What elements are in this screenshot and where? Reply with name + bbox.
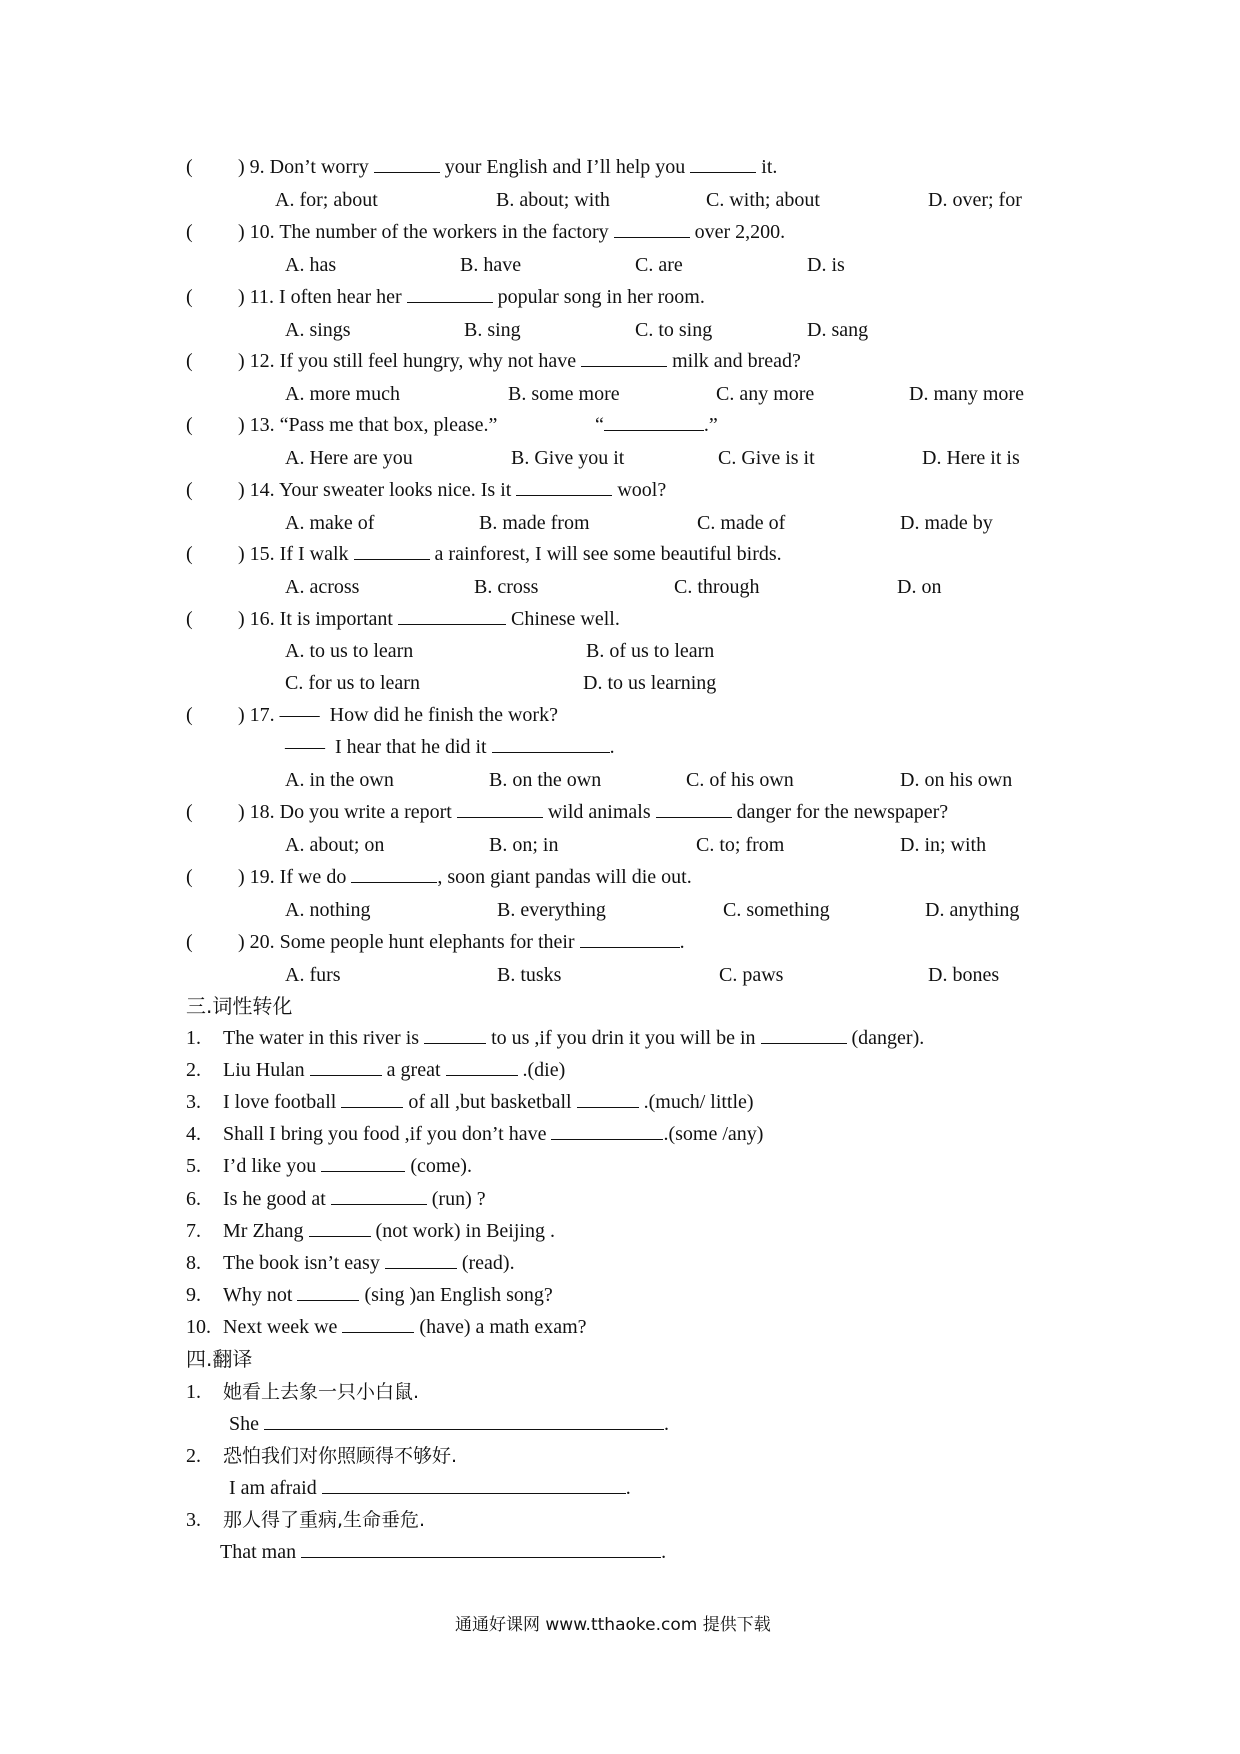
- option-b: B. have: [460, 254, 522, 276]
- option-c: C. any more: [716, 383, 815, 405]
- item-number: 6.: [186, 1188, 201, 1210]
- answer-paren-open: (: [186, 801, 193, 823]
- question-10: ) 10. The number of the workers in the factory over 2,200.: [238, 221, 786, 243]
- option-d: D. made by: [900, 512, 993, 534]
- page-footer: 通通好课网 www.tthaoke.com 提供下载: [455, 1615, 771, 1635]
- option-d: D. many more: [909, 383, 1024, 405]
- chinese-sentence: 那人得了重病,生命垂危.: [223, 1509, 426, 1531]
- item-number: 3.: [186, 1091, 201, 1113]
- section-title: 三.词性转化: [186, 994, 293, 1018]
- question-9: ) 9. Don’t worry your English and I’ll help you it.: [238, 156, 778, 178]
- item-number: 8.: [186, 1252, 201, 1274]
- question-14: ) 14. Your sweater looks nice. Is it wool?: [238, 479, 667, 501]
- option-b: B. everything: [497, 899, 606, 921]
- option-a: A. make of: [285, 512, 375, 534]
- answer-paren-open: (: [186, 156, 193, 178]
- word-form-item: Is he good at (run) ?: [223, 1188, 486, 1210]
- question-16: ) 16. It is important Chinese well.: [238, 608, 620, 630]
- option-d: D. over; for: [928, 189, 1022, 211]
- option-d: D. bones: [928, 964, 1000, 986]
- option-c: C. made of: [697, 512, 786, 534]
- answer-paren-open: (: [186, 286, 193, 308]
- option-d: D. Here it is: [922, 447, 1020, 469]
- word-form-item: The water in this river is to us ,if you drin it you will be in (danger).: [223, 1027, 925, 1049]
- question-18: ) 18. Do you write a report wild animals danger for the newspaper?: [238, 801, 949, 823]
- item-number: 1.: [186, 1027, 201, 1049]
- option-b: B. on the own: [489, 769, 602, 791]
- option-a: A. for; about: [275, 189, 378, 211]
- word-form-item: Why not (sing )an English song?: [223, 1284, 553, 1306]
- option-b: B. on; in: [489, 834, 559, 856]
- option-b: B. made from: [479, 512, 590, 534]
- option-a: A. to us to learn: [285, 640, 414, 662]
- option-c: C. paws: [719, 964, 784, 986]
- section-title: 四.翻译: [186, 1347, 253, 1371]
- option-a: A. has: [285, 254, 337, 276]
- word-form-item: Next week we (have) a math exam?: [223, 1316, 587, 1338]
- chinese-sentence: 她看上去象一只小白鼠.: [223, 1381, 420, 1403]
- option-d: D. on: [897, 576, 942, 598]
- question-17: ) 17. —— How did he finish the work?: [238, 704, 558, 726]
- option-c: C. to sing: [635, 319, 713, 341]
- question-12: ) 12. If you still feel hungry, why not have milk and bread?: [238, 350, 801, 372]
- option-c: C. of his own: [686, 769, 794, 791]
- option-a: A. Here are you: [285, 447, 413, 469]
- option-d: D. anything: [925, 899, 1020, 921]
- answer-paren-open: (: [186, 414, 193, 436]
- chinese-sentence: 恐怕我们对你照顾得不够好.: [223, 1445, 458, 1467]
- word-form-item: Shall I bring you food ,if you don’t have .(some /any): [223, 1123, 764, 1145]
- option-d: D. sang: [807, 319, 869, 341]
- answer-paren-open: (: [186, 221, 193, 243]
- item-number: 4.: [186, 1123, 201, 1145]
- option-d: D. is: [807, 254, 845, 276]
- translation-answer-line: That man .: [220, 1541, 667, 1563]
- translation-answer-line: She .: [229, 1413, 669, 1435]
- word-form-item: Mr Zhang (not work) in Beijing .: [223, 1220, 555, 1242]
- option-c: C. Give is it: [718, 447, 815, 469]
- answer-paren-open: (: [186, 350, 193, 372]
- item-number: 1.: [186, 1381, 201, 1403]
- option-d: D. in; with: [900, 834, 987, 856]
- option-b: B. some more: [508, 383, 620, 405]
- option-b: B. Give you it: [511, 447, 625, 469]
- option-c: C. with; about: [706, 189, 820, 211]
- option-c: C. to; from: [696, 834, 785, 856]
- answer-paren-open: (: [186, 931, 193, 953]
- item-number: 9.: [186, 1284, 201, 1306]
- word-form-item: I’d like you (come).: [223, 1155, 472, 1177]
- question-11: ) 11. I often hear her popular song in her room.: [238, 286, 705, 308]
- option-a: A. about; on: [285, 834, 385, 856]
- answer-paren-open: (: [186, 704, 193, 726]
- item-number: 7.: [186, 1220, 201, 1242]
- option-a: A. more much: [285, 383, 400, 405]
- question-17-reply: —— I hear that he did it .: [285, 736, 615, 758]
- item-number: 10.: [186, 1316, 211, 1338]
- translation-answer-line: I am afraid .: [229, 1477, 631, 1499]
- option-b: B. about; with: [496, 189, 610, 211]
- option-d: D. to us learning: [583, 672, 717, 694]
- option-a: A. nothing: [285, 899, 371, 921]
- question-20: ) 20. Some people hunt elephants for their .: [238, 931, 685, 953]
- option-d: D. on his own: [900, 769, 1013, 791]
- answer-paren-open: (: [186, 543, 193, 565]
- option-a: A. furs: [285, 964, 341, 986]
- item-number: 5.: [186, 1155, 201, 1177]
- word-form-item: I love football of all ,but basketball .(much/ little): [223, 1091, 754, 1113]
- option-b: B. of us to learn: [586, 640, 715, 662]
- option-a: A. across: [285, 576, 360, 598]
- answer-paren-open: (: [186, 866, 193, 888]
- option-a: A. in the own: [285, 769, 394, 791]
- item-number: 3.: [186, 1509, 201, 1531]
- option-c: C. through: [674, 576, 760, 598]
- option-c: C. for us to learn: [285, 672, 420, 694]
- option-a: A. sings: [285, 319, 351, 341]
- question-13-answer-blank: “ .”: [595, 414, 718, 436]
- answer-paren-open: (: [186, 479, 193, 501]
- option-c: C. are: [635, 254, 683, 276]
- answer-paren-open: (: [186, 608, 193, 630]
- item-number: 2.: [186, 1445, 201, 1467]
- option-b: B. cross: [474, 576, 539, 598]
- question-15: ) 15. If I walk a rainforest, I will see some beautiful birds.: [238, 543, 782, 565]
- option-b: B. tusks: [497, 964, 562, 986]
- word-form-item: Liu Hulan a great .(die): [223, 1059, 566, 1081]
- option-c: C. something: [723, 899, 830, 921]
- question-13: ) 13. “Pass me that box, please.”: [238, 414, 498, 436]
- question-19: ) 19. If we do , soon giant pandas will die out.: [238, 866, 692, 888]
- item-number: 2.: [186, 1059, 201, 1081]
- option-b: B. sing: [464, 319, 521, 341]
- word-form-item: The book isn’t easy (read).: [223, 1252, 515, 1274]
